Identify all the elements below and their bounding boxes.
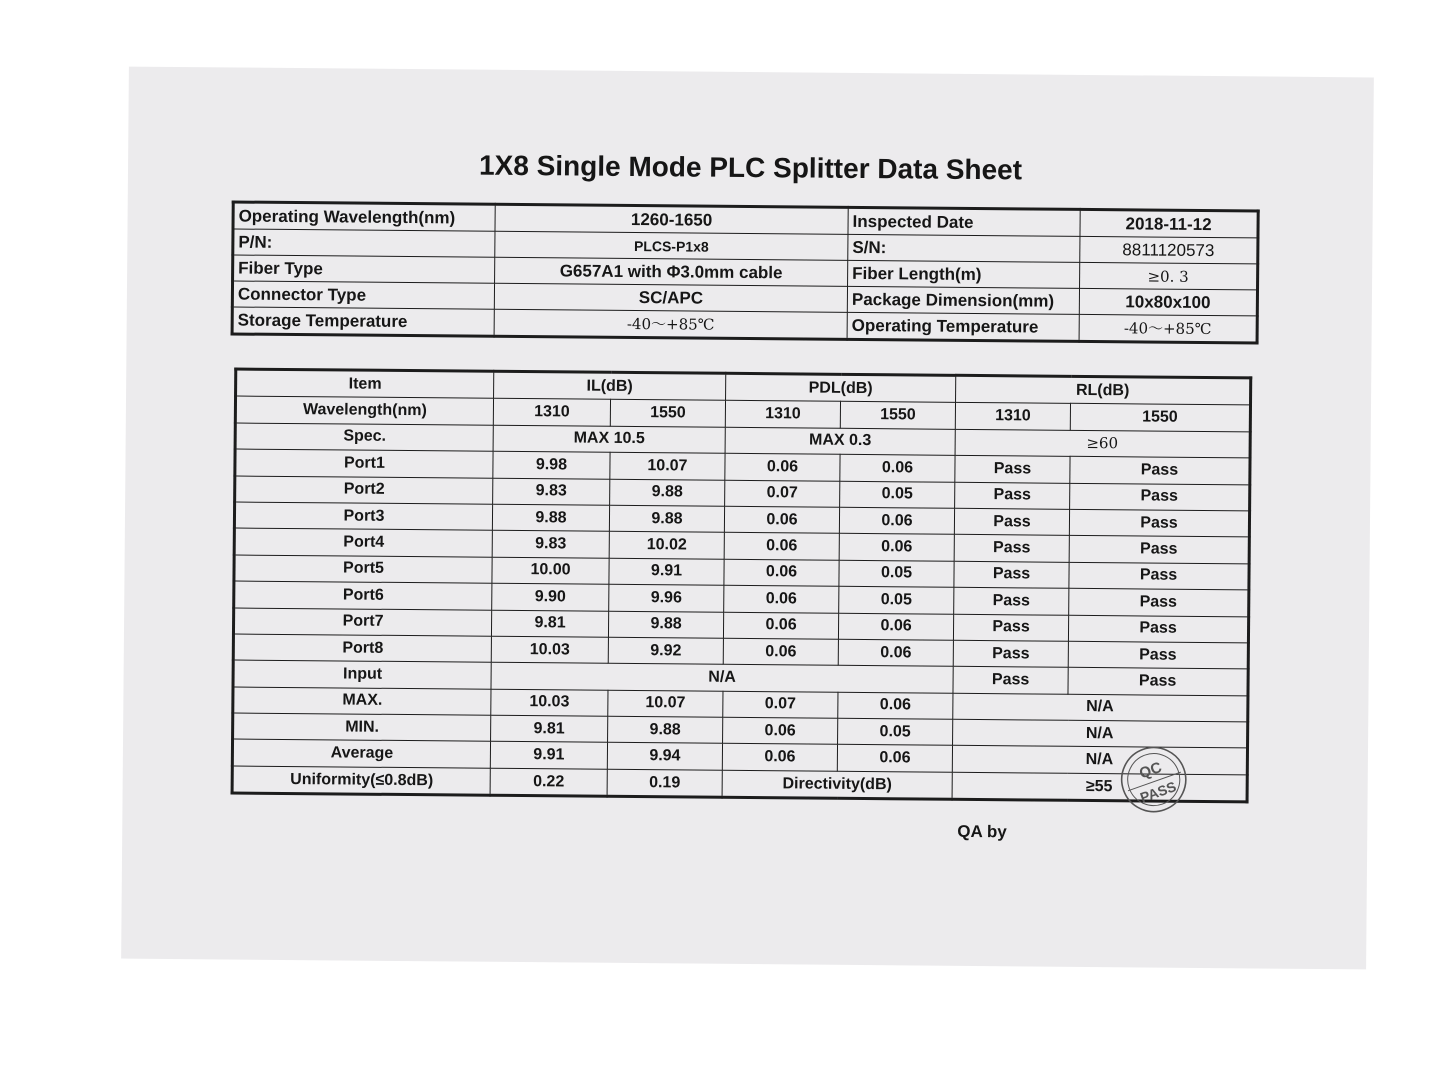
min-rl: N/A xyxy=(953,719,1248,748)
rl-1310-header: 1310 xyxy=(955,403,1070,430)
input-rl-1550: Pass xyxy=(1068,668,1248,696)
il-header: IL(dB) xyxy=(494,371,726,400)
port-label: Port8 xyxy=(233,634,491,663)
stamp-top-text: QC xyxy=(1137,758,1165,783)
avg-il-1310: 9.91 xyxy=(490,742,607,769)
max-il-1310: 10.03 xyxy=(491,689,608,716)
stamp-bottom-text: PASS xyxy=(1137,778,1179,806)
data-sheet-paper xyxy=(121,67,1374,970)
rl-1310-cell: Pass xyxy=(955,455,1070,482)
sn-value: 8811120573 xyxy=(1080,236,1258,264)
directivity-value: ≥55 xyxy=(952,772,1247,802)
port-label: Port6 xyxy=(234,581,492,610)
max-label: MAX. xyxy=(233,687,491,716)
rl-1550-cell: Pass xyxy=(1069,536,1249,564)
rl-1310-cell: Pass xyxy=(953,614,1068,641)
pdl-1550-cell: 0.06 xyxy=(839,507,954,534)
operating-wavelength-value: 1260-1650 xyxy=(495,204,848,234)
il-1310-cell: 10.03 xyxy=(491,636,608,663)
min-pdl-1310: 0.06 xyxy=(723,717,838,744)
il-spec: MAX 10.5 xyxy=(493,425,725,453)
qc-pass-stamp-icon xyxy=(1117,743,1190,816)
il-1550-cell: 9.88 xyxy=(608,611,723,638)
il-1310-cell: 9.88 xyxy=(492,504,609,531)
pdl-1550-cell: 0.06 xyxy=(840,454,955,481)
rl-1550-header: 1550 xyxy=(1070,404,1250,432)
rl-1550-cell: Pass xyxy=(1069,588,1249,616)
page-title: 1X8 Single Mode PLC Splitter Data Sheet xyxy=(478,149,1023,186)
il-1310-cell: 9.81 xyxy=(491,610,608,637)
rl-1550-cell: Pass xyxy=(1069,562,1249,590)
rl-1310-cell: Pass xyxy=(955,482,1070,509)
pn-value: PLCS-P1x8 xyxy=(495,231,848,260)
input-label: Input xyxy=(233,660,491,689)
port-label: Port5 xyxy=(234,555,492,584)
il-1550-cell: 9.88 xyxy=(609,505,724,532)
il-1310-cell: 9.90 xyxy=(492,583,609,610)
il-1310-cell: 9.98 xyxy=(493,451,610,478)
connector-type-value: SC/APC xyxy=(494,283,847,312)
uniformity-1550: 0.19 xyxy=(607,769,722,797)
pdl-1310-header: 1310 xyxy=(725,401,840,428)
rl-1310-cell: Pass xyxy=(954,535,1069,562)
rl-1310-cell: Pass xyxy=(954,508,1069,535)
operating-wavelength-label: Operating Wavelength(nm) xyxy=(233,202,495,231)
fiber-length-value: ≥0. 3 xyxy=(1080,262,1258,290)
port-label: Port7 xyxy=(233,608,491,637)
max-il-1550: 10.07 xyxy=(608,690,723,717)
uniformity-1310: 0.22 xyxy=(490,768,607,796)
connector-type-label: Connector Type xyxy=(232,281,494,309)
pdl-1310-cell: 0.06 xyxy=(724,533,839,560)
pdl-1550-cell: 0.05 xyxy=(840,481,955,508)
min-il-1550: 9.88 xyxy=(608,716,723,743)
avg-pdl-1550: 0.06 xyxy=(837,745,952,772)
il-1310-cell: 10.00 xyxy=(492,557,609,584)
max-pdl-1310: 0.07 xyxy=(723,691,838,718)
rl-spec: ≥60 xyxy=(955,429,1250,458)
port-label: Port4 xyxy=(234,528,492,557)
port-label: Port1 xyxy=(235,449,493,478)
pdl-1550-cell: 0.06 xyxy=(839,534,954,561)
pdl-1550-cell: 0.05 xyxy=(839,586,954,613)
min-pdl-1550: 0.05 xyxy=(838,718,953,745)
info-table xyxy=(231,200,1260,344)
sn-label: S/N: xyxy=(848,234,1080,262)
avg-il-1550: 9.94 xyxy=(607,743,722,770)
il-1550-cell: 9.92 xyxy=(608,637,723,664)
storage-temp-label: Storage Temperature xyxy=(232,307,494,336)
il-1310-header: 1310 xyxy=(493,399,610,426)
il-1550-header: 1550 xyxy=(610,400,725,427)
qa-by-label: QA by xyxy=(957,821,1007,842)
directivity-label: Directivity(dB) xyxy=(722,770,952,799)
rl-1550-cell: Pass xyxy=(1068,641,1248,669)
il-1550-cell: 9.96 xyxy=(609,584,724,611)
il-1550-cell: 10.02 xyxy=(609,532,724,559)
fiber-type-label: Fiber Type xyxy=(233,255,495,283)
pdl-1310-cell: 0.06 xyxy=(723,638,838,665)
pn-label: P/N: xyxy=(233,229,495,257)
rl-1310-cell: Pass xyxy=(954,587,1069,614)
package-dimension-value: 10x80x100 xyxy=(1079,288,1257,316)
package-dimension-label: Package Dimension(mm) xyxy=(847,286,1079,314)
avg-rl: N/A xyxy=(952,746,1247,775)
pdl-1550-cell: 0.06 xyxy=(838,613,953,640)
pdl-header: PDL(dB) xyxy=(726,373,956,402)
pdl-1310-cell: 0.06 xyxy=(724,585,839,612)
spec-label: Spec. xyxy=(235,423,493,452)
port-label: Port2 xyxy=(235,476,493,505)
pdl-1310-cell: 0.06 xyxy=(724,506,839,533)
input-value: N/A xyxy=(491,663,953,693)
port-label: Port3 xyxy=(234,502,492,531)
pdl-1310-cell: 0.07 xyxy=(725,480,840,507)
storage-temp-value: -40～+85℃ xyxy=(494,309,847,339)
avg-pdl-1310: 0.06 xyxy=(722,744,837,771)
max-rl: N/A xyxy=(953,693,1248,722)
rl-1550-cell: Pass xyxy=(1070,483,1250,511)
pdl-spec: MAX 0.3 xyxy=(725,427,955,455)
fiber-length-label: Fiber Length(m) xyxy=(848,260,1080,288)
pdl-1310-cell: 0.06 xyxy=(725,453,840,480)
uniformity-label: Uniformity(≤0.8dB) xyxy=(232,766,490,796)
min-il-1310: 9.81 xyxy=(491,715,608,742)
fiber-type-value: G657A1 with Φ3.0mm cable xyxy=(495,257,848,286)
rl-1310-cell: Pass xyxy=(954,561,1069,588)
il-1550-cell: 9.88 xyxy=(610,479,725,506)
item-header: Item xyxy=(236,369,494,399)
wavelength-label: Wavelength(nm) xyxy=(235,396,493,425)
rl-header: RL(dB) xyxy=(956,375,1251,405)
rl-1550-cell: Pass xyxy=(1069,509,1249,537)
operating-temp-label: Operating Temperature xyxy=(847,312,1079,341)
pdl-1550-cell: 0.06 xyxy=(838,639,953,666)
pdl-1550-cell: 0.05 xyxy=(839,560,954,587)
average-label: Average xyxy=(232,739,490,768)
min-label: MIN. xyxy=(233,713,491,742)
rl-1550-cell: Pass xyxy=(1068,615,1248,643)
max-pdl-1550: 0.06 xyxy=(838,692,953,719)
input-rl-1310: Pass xyxy=(953,667,1068,694)
il-1310-cell: 9.83 xyxy=(493,478,610,505)
pdl-1310-cell: 0.06 xyxy=(723,612,838,639)
inspected-date-value: 2018-11-12 xyxy=(1080,209,1258,238)
pdl-1550-header: 1550 xyxy=(840,402,955,429)
measurement-table xyxy=(231,368,1253,804)
il-1550-cell: 10.07 xyxy=(610,452,725,479)
pdl-1310-cell: 0.06 xyxy=(724,559,839,586)
il-1550-cell: 9.91 xyxy=(609,558,724,585)
operating-temp-value: -40～+85℃ xyxy=(1079,314,1257,343)
inspected-date-label: Inspected Date xyxy=(848,207,1080,236)
rl-1310-cell: Pass xyxy=(953,640,1068,667)
il-1310-cell: 9.83 xyxy=(492,531,609,558)
rl-1550-cell: Pass xyxy=(1070,456,1250,484)
